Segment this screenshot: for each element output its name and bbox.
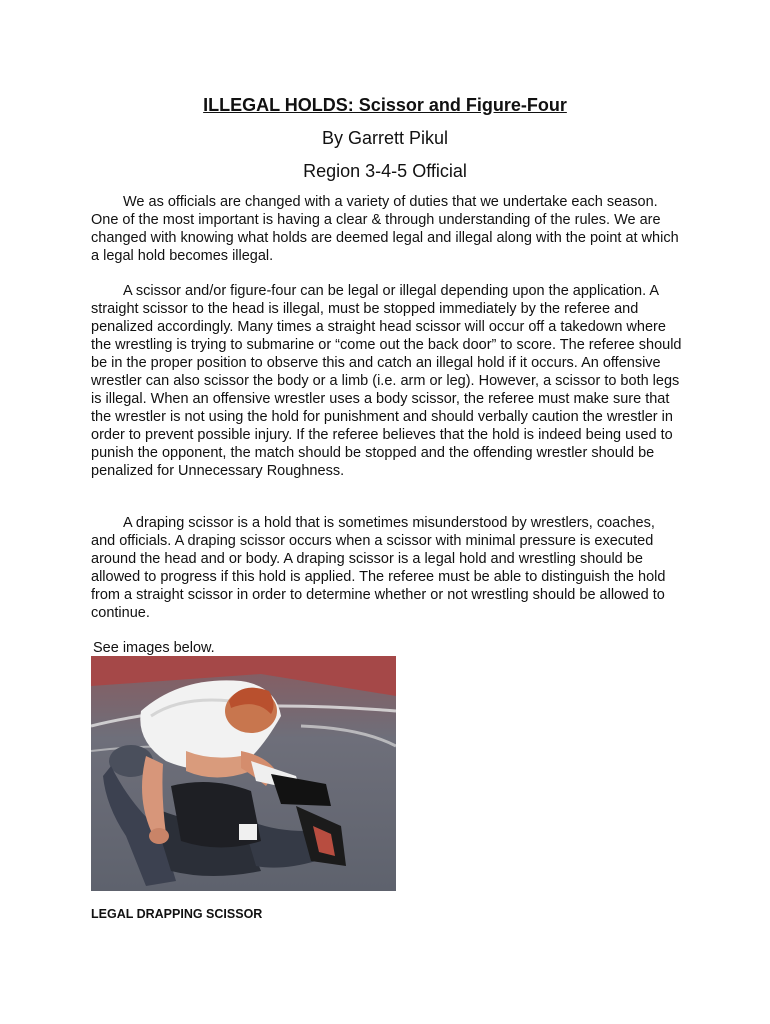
document-affiliation: Region 3-4-5 Official [303,161,467,181]
paragraph-scissor-figure-four: A scissor and/or figure-four can be legal or illegal depending upon the application. A straight scissor to the head is illegal, must be stopped immediately by the referee and penalized accordingly. Many times a straight head scissor will occur off a takedown where the wrestling is trying to submarine or “come out the back door” to score. The referee should be in the proper position to observe this and catch an illegal hold if it occurs. An offensive wrestler can also scissor the body or a limb (i.e. arm or leg). However, a scissor to both legs is illegal. When an offensive wrestler uses a body scissor, the referee must make sure that the wrestler is not using the hold for punishment and should verbally caution the wrestler in order to prevent possible injury. If the referee believes that the hold is indeed being used to punish the opponent, the match should be stopped and the offending wrestler should be penalized for Unnecessary Roughness. [91,283,682,479]
figure-caption: LEGAL DRAPPING SCISSOR [91,907,263,921]
see-images-note: See images below. [93,640,215,656]
paragraph-draping-scissor: A draping scissor is a hold that is sometimes misunderstood by wrestlers, coaches, and officials. A draping scissor occurs when a scissor with minimal pressure is executed around the head and or body. A draping scissor is a legal hold and wrestling should be allowed to progress if this hold is applied. The referee must be able to distinguish the hold from a straight scissor in order to determine whether or not wrestling should be allowed to continue. [91,515,666,621]
document-author: By Garrett Pikul [321,128,449,148]
document-title: ILLEGAL HOLDS: Scissor and Figure-Four [203,95,567,115]
paragraph-duties: We as officials are changed with a variety of duties that we undertake each season. One of the most important is having a clear & through understanding of the rules. We are changed with knowing what holds are deemed legal and illegal along with the point at which a legal hold becomes illegal. [91,194,679,264]
wrestling-photo [91,656,396,891]
